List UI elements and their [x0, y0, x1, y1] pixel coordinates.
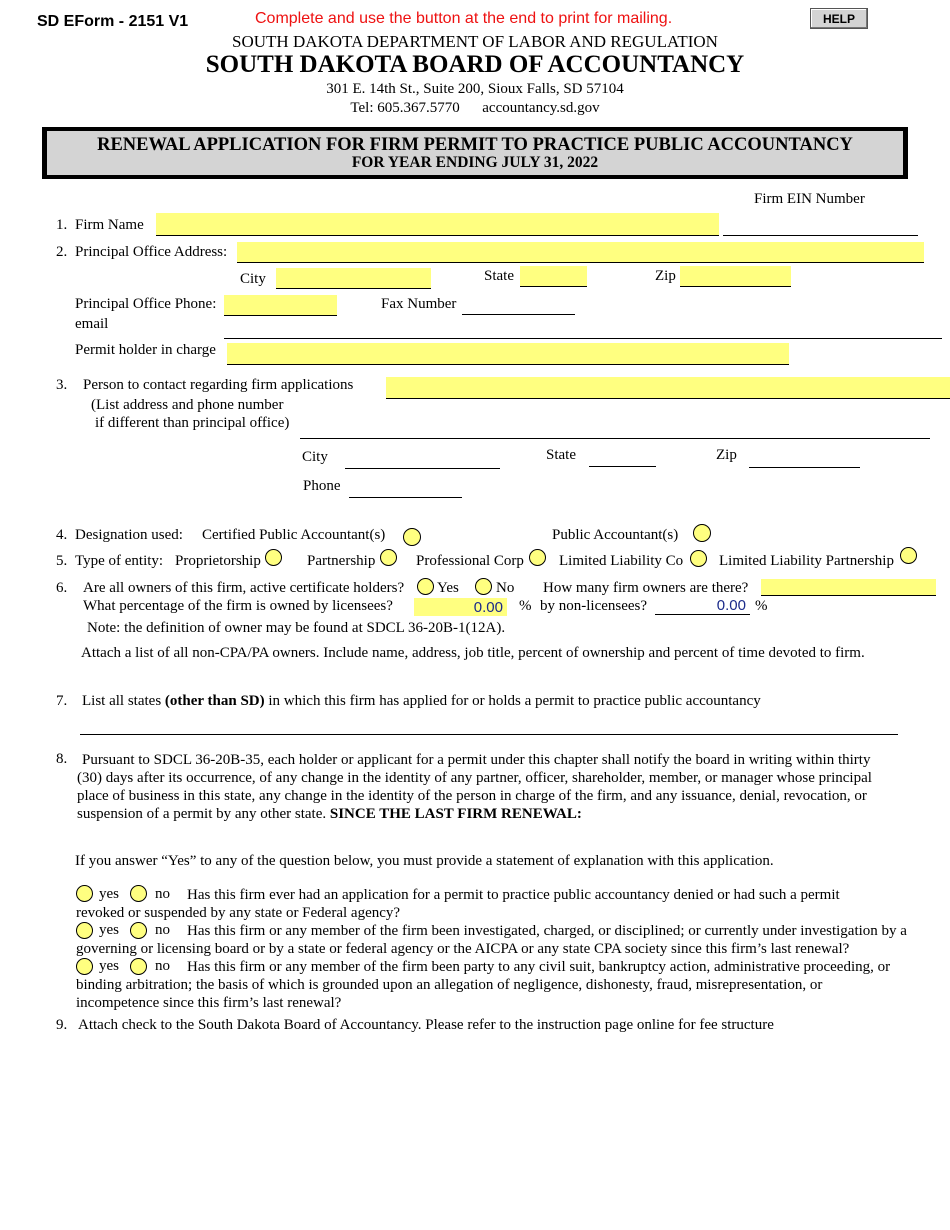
- contact-state-label: State: [546, 447, 576, 463]
- licensee-percentage-value: 0.00: [473, 599, 503, 616]
- q1-question: Has this firm ever had an application for a permit to practice public accountancy denied or had such a permit revoked or suspended by any state or Federal agency?: [76, 887, 840, 921]
- contact-city-input[interactable]: [345, 468, 500, 469]
- contact-phone-input[interactable]: [349, 497, 462, 498]
- form-subtitle: FOR YEAR ENDING JULY 31, 2022: [351, 154, 599, 171]
- designation-cpa-radio[interactable]: [403, 528, 421, 546]
- zip-input[interactable]: [680, 266, 791, 287]
- contact-person-input[interactable]: [386, 377, 950, 399]
- board-address: 301 E. 14th St., Suite 200, Sioux Falls, SD 57104: [326, 81, 624, 97]
- city-label: City: [240, 271, 266, 287]
- owners-certified-yes-radio[interactable]: [417, 578, 434, 595]
- entity-partnership-radio[interactable]: [380, 549, 397, 566]
- ein-label: Firm EIN Number: [754, 191, 865, 207]
- contact-zip-input[interactable]: [749, 467, 860, 468]
- contact-note-line2: if different than principal office): [95, 415, 290, 431]
- non-licensee-percent-sign: %: [755, 598, 768, 614]
- item-number-1: 1.: [56, 217, 68, 233]
- non-licensee-percentage-value: 0.00: [716, 597, 746, 614]
- entity-llp-label: Limited Liability Partnership: [719, 553, 894, 569]
- entity-llp-radio[interactable]: [900, 547, 917, 564]
- non-cpa-owners-instruction: Attach a list of all non-CPA/PA owners. Include name, address, job title, percent of ownership and percent of time devoted to firm.: [81, 645, 865, 661]
- entity-llc-radio[interactable]: [690, 550, 707, 567]
- item-number-5: 5.: [56, 553, 68, 569]
- item-number-9: 9.: [56, 1017, 68, 1033]
- designation-cpa-label: Certified Public Accountant(s): [202, 527, 386, 543]
- owners-certified-no-label: No: [496, 580, 515, 596]
- entity-llc-label: Limited Liability Co: [559, 553, 684, 569]
- item-number-2: 2.: [56, 244, 68, 260]
- permit-holder-input[interactable]: [227, 343, 789, 365]
- form-title: RENEWAL APPLICATION FOR FIRM PERMIT TO PRACTICE PUBLIC ACCOUNTANCY: [97, 135, 853, 155]
- disclosure-instruction: If you answer “Yes” to any of the question below, you must provide a statement of explanation with this application.: [75, 853, 774, 869]
- zip-label: Zip: [655, 268, 676, 284]
- city-input[interactable]: [276, 268, 431, 289]
- state-label: State: [484, 268, 514, 284]
- other-states-question-emphasis: (other than SD): [164, 693, 265, 709]
- other-states-question-start: List all states: [82, 693, 165, 709]
- q2-question: Has this firm or any member of the firm been investigated, charged, or disciplined; or currently under investigation by a governing or licensing board or by a state or federal agency or the AICPA or any state CPA society since this firm’s last renewal?: [76, 923, 907, 957]
- firm-name-label: Firm Name: [75, 217, 144, 233]
- fax-label: Fax Number: [381, 296, 457, 312]
- non-licensee-label: by non-licensees?: [540, 598, 648, 614]
- contact-note-line1: (List address and phone number: [91, 397, 284, 413]
- board-name: SOUTH DAKOTA BOARD OF ACCOUNTANCY: [205, 51, 745, 78]
- q2-yes-label: yes: [99, 922, 119, 938]
- help-button[interactable]: HELP: [810, 8, 868, 29]
- contact-person-label: Person to contact regarding firm applications: [83, 377, 354, 393]
- designation-label: Designation used:: [75, 527, 183, 543]
- owner-count-input[interactable]: [761, 579, 936, 596]
- entity-professional-corp-radio[interactable]: [529, 549, 546, 566]
- item-number-3: 3.: [56, 377, 68, 393]
- contact-phone-label: Phone: [303, 478, 341, 494]
- q1-yes-label: yes: [99, 886, 119, 902]
- board-contact: Tel: 605.367.5770 accountancy.sd.gov: [350, 100, 600, 116]
- state-input[interactable]: [520, 266, 587, 287]
- owners-certified-question: Are all owners of this firm, active certificate holders?: [83, 580, 405, 596]
- form-id: SD EForm - 2151 V1: [37, 13, 189, 30]
- q2-no-label: no: [155, 922, 170, 938]
- phone-input[interactable]: [224, 295, 337, 316]
- ein-input[interactable]: [723, 235, 918, 236]
- email-input[interactable]: [224, 338, 942, 339]
- contact-zip-label: Zip: [716, 447, 737, 463]
- non-licensee-percentage-input[interactable]: [655, 614, 750, 615]
- item-number-8: 8.: [56, 751, 68, 767]
- other-states-question-end: in which this firm has applied for or holds a permit to practice public accountancy: [264, 693, 761, 709]
- contact-address-input[interactable]: [300, 438, 930, 439]
- other-states-input[interactable]: [80, 734, 898, 735]
- principal-address-input[interactable]: [237, 242, 924, 263]
- fax-input[interactable]: [462, 314, 575, 315]
- entity-type-label: Type of entity:: [75, 553, 164, 569]
- item-number-7: 7.: [56, 693, 68, 709]
- q3-question: Has this firm or any member of the firm been party to any civil suit, bankruptcy action, administrative proceeding, or binding arbitration; the basis of which is grounded upon an allegation of negligence, dishonesty, fraud, misrepresentation, or incompetence since this firm’s last renewal?: [76, 959, 891, 1011]
- owner-count-question: How many firm owners are there?: [543, 580, 749, 596]
- licensee-percent-sign: %: [519, 598, 532, 614]
- item-number-6: 6.: [56, 580, 68, 596]
- entity-proprietorship-radio[interactable]: [265, 549, 282, 566]
- q3-yes-label: yes: [99, 958, 119, 974]
- disclosure-text: Pursuant to SDCL 36-20B-35, each holder or applicant for a permit under this chapter shall notify the board in writing within thirty (30) days after its occurrence, of any change in the identity of any partner, officer, shareholder, member, or manager whose principal place of business in this state, any change in the identity of the person in charge of the firm, and any issuance, denial, revocation, or suspension of a permit by any other state.: [77, 752, 872, 822]
- principal-address-label: Principal Office Address:: [75, 244, 228, 260]
- owner-definition-note: Note: the definition of owner may be found at SDCL 36-20B-1(12A).: [87, 620, 506, 636]
- fee-instruction: Attach check to the South Dakota Board of Accountancy. Please refer to the instruction page online for fee structure: [78, 1017, 774, 1033]
- other-states-question: [82, 693, 761, 710]
- print-notice: Complete and use the button at the end to print for mailing.: [255, 10, 673, 27]
- form-title-box: [42, 127, 908, 179]
- licensee-percentage-question: What percentage of the firm is owned by licensees?: [83, 598, 393, 614]
- entity-professional-corp-label: Professional Corp: [416, 553, 524, 569]
- contact-city-label: City: [302, 449, 328, 465]
- q3-no-label: no: [155, 958, 170, 974]
- entity-partnership-label: Partnership: [307, 553, 376, 569]
- q1-no-label: no: [155, 886, 170, 902]
- firm-name-input[interactable]: [156, 213, 719, 236]
- owners-certified-no-radio[interactable]: [475, 578, 492, 595]
- contact-state-input[interactable]: [589, 466, 656, 467]
- disclosure-statement: [77, 751, 877, 823]
- permit-holder-label: Permit holder in charge: [75, 342, 216, 358]
- department-name: SOUTH DAKOTA DEPARTMENT OF LABOR AND REGULATION: [232, 32, 718, 51]
- phone-label: Principal Office Phone:: [75, 296, 217, 312]
- designation-pa-label: Public Accountant(s): [552, 527, 679, 543]
- owners-certified-yes-label: Yes: [437, 580, 459, 596]
- designation-pa-radio[interactable]: [693, 524, 711, 542]
- item-number-4: 4.: [56, 527, 68, 543]
- email-label: email: [75, 316, 109, 332]
- entity-proprietorship-label: Proprietorship: [175, 553, 261, 569]
- disclosure-emphasis: SINCE THE LAST FIRM RENEWAL:: [329, 806, 582, 822]
